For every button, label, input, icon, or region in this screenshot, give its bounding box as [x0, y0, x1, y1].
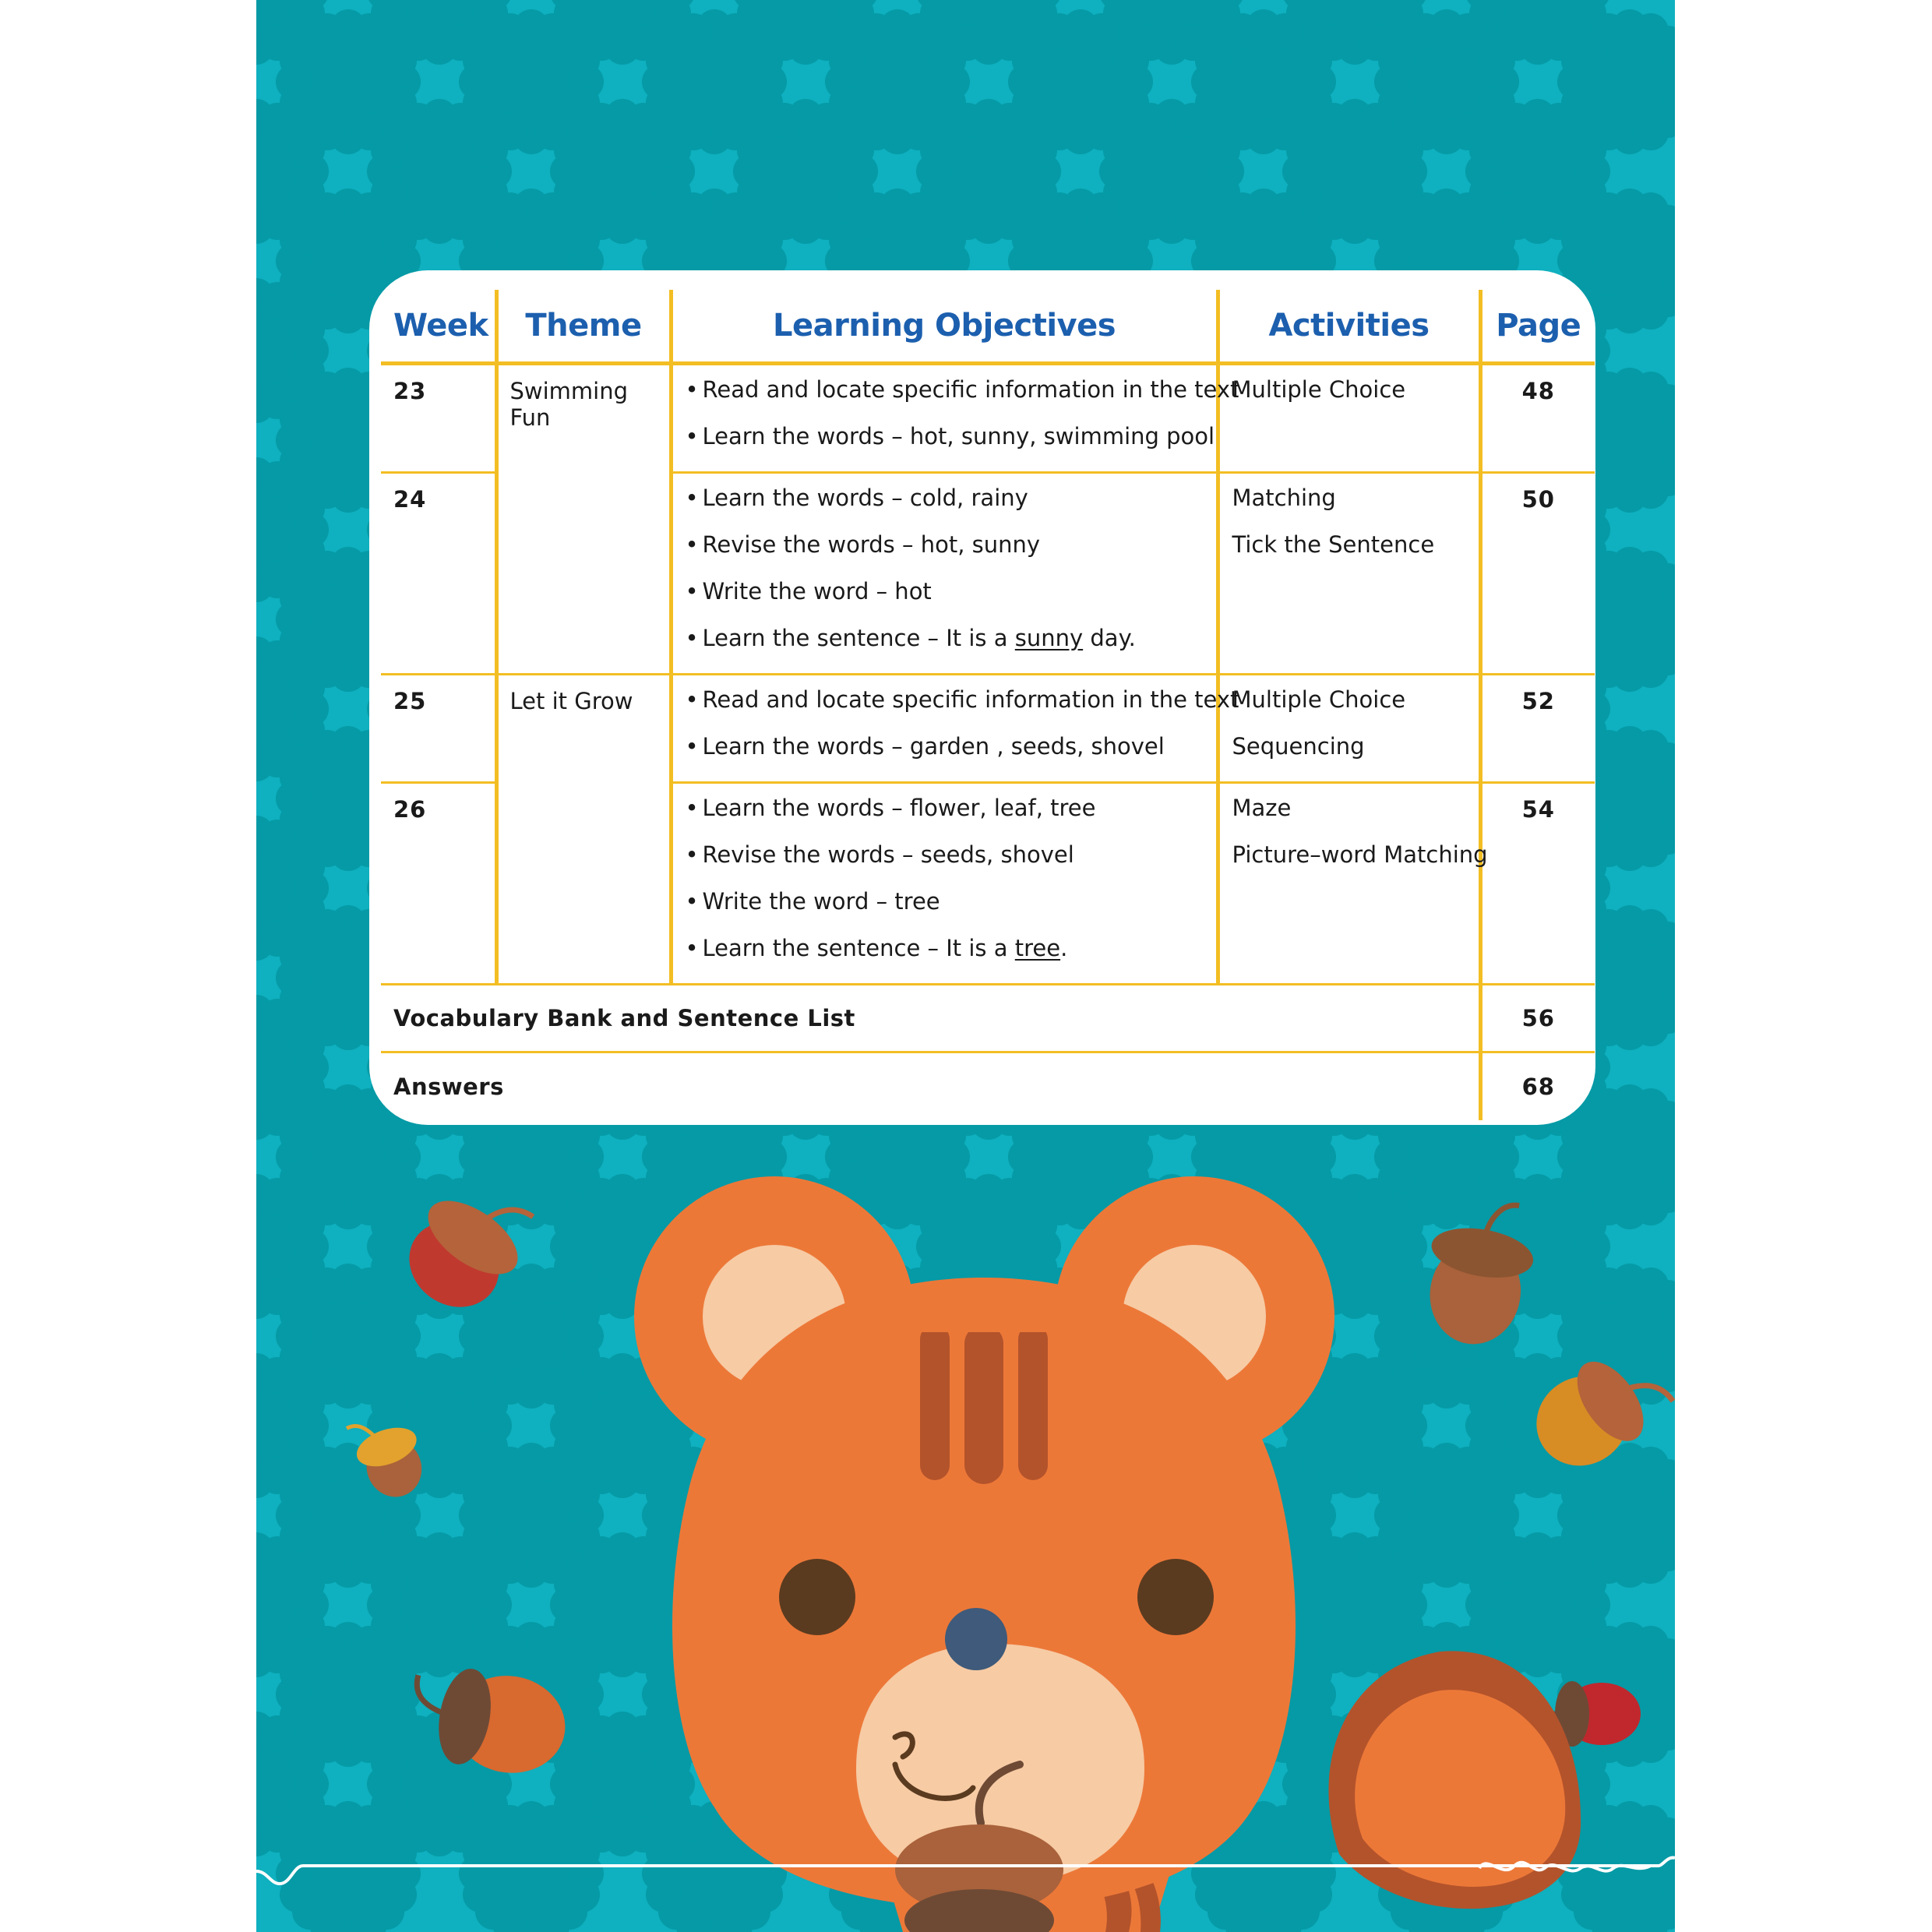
page-number: 48	[1480, 364, 1595, 473]
activity-item: Tick the Sentence	[1232, 531, 1435, 558]
header-learning-objectives: Learning Objectives	[671, 290, 1218, 364]
week-number: 25	[381, 675, 496, 783]
objective-text: Learn the words – hot, sunny, swimming pool	[702, 423, 1215, 450]
objective-text: Revise the words – seeds, shovel	[702, 841, 1074, 868]
bullet: •	[685, 376, 699, 403]
objective-item	[686, 843, 1216, 890]
table-row	[381, 675, 1595, 783]
objective-text: Learn the words – cold, rainy	[702, 485, 1028, 511]
objective-text-pre: Learn the sentence – It is a	[702, 625, 1015, 651]
week-number: 24	[381, 473, 496, 675]
table-row	[381, 985, 1595, 1052]
answers-label: Answers	[393, 1073, 504, 1100]
header-page: Page	[1480, 290, 1595, 364]
objective-text: Write the word – tree	[702, 888, 940, 915]
table-row	[381, 364, 1595, 473]
bullet: •	[685, 888, 699, 915]
page-number: 50	[1480, 473, 1595, 675]
activities-cell	[1218, 473, 1480, 675]
objective-text-post: .	[1060, 935, 1068, 961]
activities-cell	[1218, 675, 1480, 783]
objectives-cell	[671, 675, 1239, 783]
activity-item: Picture–word Matching	[1232, 841, 1488, 868]
objective-text: Write the word – hot	[702, 578, 932, 605]
empty-activity-cell	[1218, 985, 1480, 1052]
objective-text: Read and locate specific information in the text	[702, 686, 1239, 713]
objective-item	[686, 936, 1216, 983]
objective-underlined-word: sunny	[1014, 625, 1084, 651]
toc-card	[369, 270, 1595, 1125]
vocabulary-bank-label: Vocabulary Bank and Sentence List	[381, 985, 1218, 1052]
page-number: 68	[1521, 1073, 1555, 1100]
bullet: •	[685, 423, 699, 450]
objective-item	[685, 376, 1239, 425]
theme-name: Let it Grow	[509, 688, 633, 714]
bullet: •	[685, 686, 699, 713]
theme-name: Swimming Fun	[509, 378, 629, 431]
bullet: •	[685, 795, 699, 821]
empty-activity-cell	[1218, 1052, 1480, 1120]
objective-text-pre: Learn the sentence – It is a	[702, 935, 1015, 961]
activity-item: Maze	[1232, 795, 1292, 821]
page	[256, 0, 1675, 1932]
bullet: •	[685, 531, 699, 558]
objective-item	[686, 626, 1216, 673]
activities-cell	[1218, 364, 1480, 473]
page-number: 54	[1480, 783, 1595, 985]
activity-item: Multiple Choice	[1232, 686, 1406, 713]
objective-item	[685, 686, 1239, 735]
header-theme: Theme	[496, 290, 671, 364]
week-number: 26	[381, 783, 496, 985]
header-activities: Activities	[1218, 290, 1480, 364]
activity-item: Multiple Choice	[1232, 376, 1406, 403]
objective-item	[686, 486, 1216, 533]
activity-item: Matching	[1232, 485, 1336, 511]
objectives-cell	[671, 783, 1218, 985]
header-week: Week	[381, 290, 496, 364]
bullet: •	[685, 841, 699, 868]
objective-item	[686, 735, 1216, 781]
theme-cell	[496, 364, 671, 675]
objective-text: Revise the words – hot, sunny	[702, 531, 1041, 558]
objective-text-post: day.	[1083, 625, 1136, 651]
bullet: •	[685, 485, 699, 511]
objective-item	[686, 425, 1216, 471]
objective-item	[686, 533, 1216, 580]
objective-text: Learn the words – flower, leaf, tree	[702, 795, 1096, 821]
objective-underlined-word: tree	[1014, 935, 1061, 961]
page-number: 56	[1480, 985, 1595, 1052]
bullet: •	[685, 578, 699, 605]
activities-cell	[1218, 783, 1488, 985]
bullet: •	[685, 625, 699, 651]
bullet: •	[685, 733, 699, 760]
objective-item	[686, 580, 1216, 626]
week-number: 23	[381, 364, 496, 473]
bullet: •	[685, 935, 699, 961]
objective-item	[686, 890, 1216, 936]
objective-text: Read and locate specific information in the text	[702, 376, 1239, 403]
objectives-cell	[671, 364, 1239, 473]
objective-item	[686, 796, 1216, 843]
page-number: 52	[1480, 675, 1595, 783]
objectives-cell	[671, 473, 1218, 675]
activity-item: Sequencing	[1232, 733, 1365, 760]
toc-table	[381, 290, 1595, 1120]
table-row	[381, 1052, 1595, 1120]
theme-cell	[496, 675, 671, 985]
table-header-row	[381, 290, 1595, 364]
objective-text: Learn the words – garden , seeds, shovel	[702, 733, 1165, 760]
